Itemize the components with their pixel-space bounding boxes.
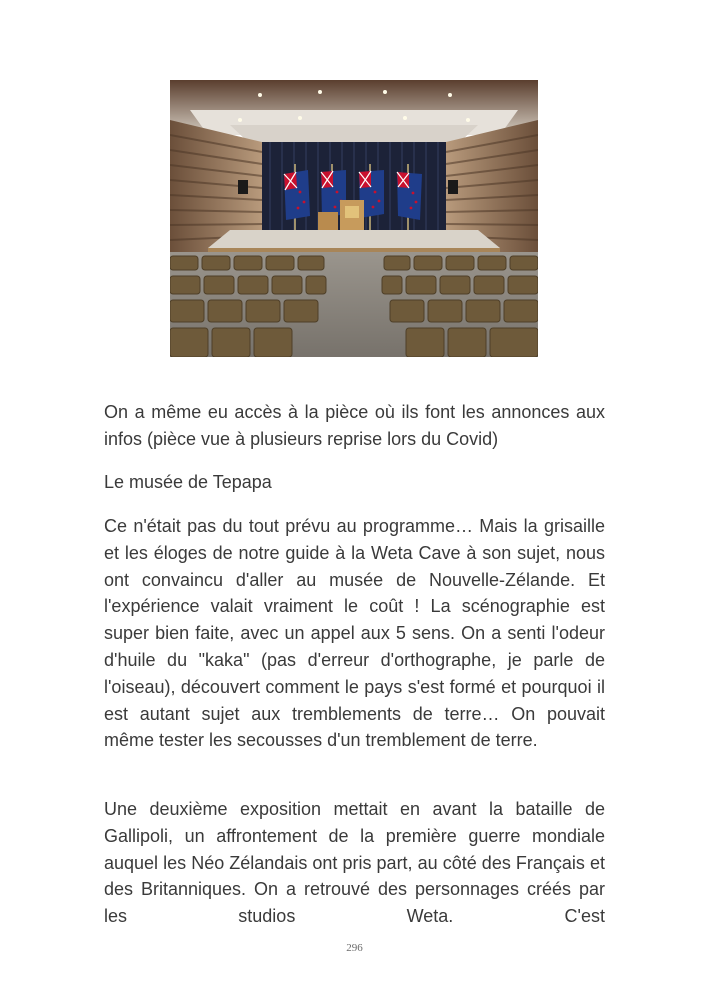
paragraph-gallipoli: Une deuxième exposition mettait en avant la bataille de Gallipoli, un affrontement de la première guerre mondiale auquel les Néo Zélandais ont pris part, au côté des Français et des Britanniques. On a retrouvé des personnages créés par les studios Weta. C'est — [104, 799, 605, 927]
press-room-photo — [170, 80, 538, 357]
page-number: 296 — [346, 942, 363, 954]
paragraph-museum: Ce n'était pas du tout prévu au programme… Mais la grisaille et les éloges de notre guide à la Weta Cave à son sujet, nous ont convaincu d'aller au musée de Nouvelle-Zélande. Et l'expérience valait vraiment le coût ! La scénographie est super bien faite, avec un appel aux 5 sens. On a senti l'odeur d'huile du "kaka" (pas d'erreur d'orthographe, je parle de l'oiseau), découvert comment le pays s'est formé et pourquoi il est autant sujet aux tremblements de terre… On pouvait même tester les secousses d'un tremblement de terre. — [104, 516, 605, 751]
paragraph-press-room: On a même eu accès à la pièce où ils font les annonces aux infos (pièce vue à plusieurs reprise lors du Covid) — [104, 402, 605, 449]
press-room-illustration — [170, 80, 538, 357]
section-heading-museum: Le musée de Tepapa — [104, 472, 272, 492]
